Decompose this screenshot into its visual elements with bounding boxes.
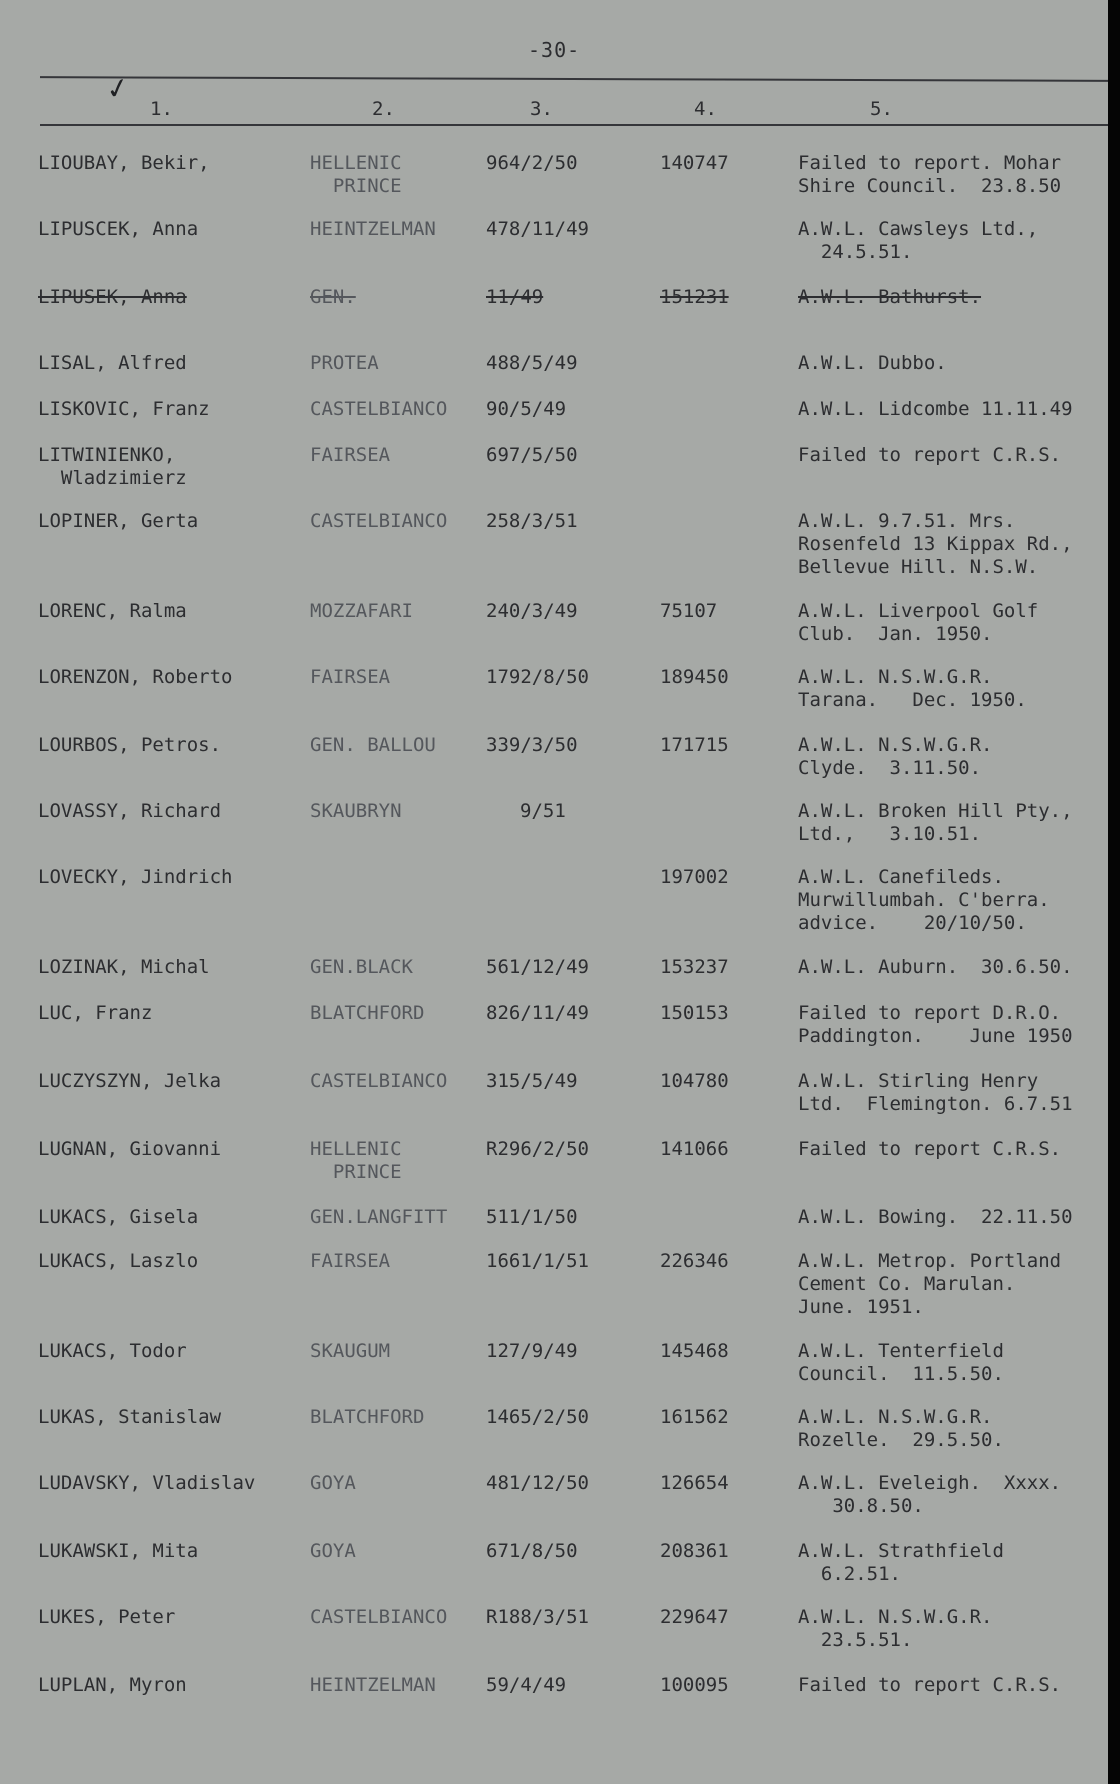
name-cell: LUKAS, Stanislaw (38, 1406, 222, 1428)
name-cell: LIOUBAY, Bekir, (38, 152, 210, 174)
name-cell: LISKOVIC, Franz (38, 398, 210, 420)
ref-cell: 240/3/49 (486, 600, 578, 622)
ref-cell: 964/2/50 (486, 152, 578, 174)
ref-cell: 697/5/50 (486, 444, 578, 466)
name-cell: LISAL, Alfred (38, 352, 187, 374)
number-cell: 229647 (660, 1606, 729, 1628)
table-row (0, 600, 1108, 660)
ship-cell: HEINTZELMAN (310, 218, 436, 240)
ship-cell: PROTEA (310, 352, 379, 374)
number-cell: 189450 (660, 666, 729, 688)
ship-cell: GEN.BLACK (310, 956, 413, 978)
ship-cell: BLATCHFORD (310, 1002, 425, 1024)
ref-cell: 671/8/50 (486, 1540, 578, 1562)
name-cell: LIPUSCEK, Anna (38, 218, 199, 240)
table-row (0, 444, 1108, 504)
remarks-cell: A.W.L. N.S.W.G.R. Rozelle. 29.5.50. (798, 1406, 1004, 1451)
remarks-cell: A.W.L. Liverpool Golf Club. Jan. 1950. (798, 600, 1039, 645)
ref-cell: 1792/8/50 (486, 666, 589, 688)
ship-cell: SKAUBRYN (310, 800, 402, 822)
name-cell: LUCZYSZYN, Jelka (38, 1070, 222, 1092)
table-row (0, 666, 1108, 726)
remarks-cell: A.W.L. N.S.W.G.R. Tarana. Dec. 1950. (798, 666, 1027, 711)
number-cell: 100095 (660, 1674, 729, 1696)
number-cell: 208361 (660, 1540, 729, 1562)
table-row (0, 152, 1108, 212)
ship-cell: GEN. (310, 286, 356, 308)
number-cell: 151231 (660, 286, 729, 308)
table-row (0, 1002, 1108, 1062)
column-header-2: 2. (372, 98, 395, 120)
remarks-cell: Failed to report C.R.S. (798, 444, 1062, 466)
header-bottom-rule (40, 124, 1108, 126)
ref-cell: 339/3/50 (486, 734, 578, 756)
table-row (0, 800, 1108, 860)
ship-cell: GEN. BALLOU (310, 734, 436, 756)
number-cell: 140747 (660, 152, 729, 174)
table-row (0, 1250, 1108, 1318)
ship-cell: CASTELBIANCO (310, 1606, 448, 1628)
scan-border (1108, 0, 1120, 1784)
name-cell: LUDAVSKY, Vladislav (38, 1472, 256, 1494)
name-cell: LITWINIENKO, Wladzimierz (38, 444, 187, 489)
ref-cell: 315/5/49 (486, 1070, 578, 1092)
remarks-cell: A.W.L. N.S.W.G.R. Clyde. 3.11.50. (798, 734, 993, 779)
column-header-3: 3. (530, 98, 553, 120)
remarks-cell: A.W.L. Strathfield 6.2.51. (798, 1540, 1004, 1585)
ship-cell: HELLENIC PRINCE (310, 152, 402, 197)
remarks-cell: A.W.L. Bowing. 22.11.50 (798, 1206, 1073, 1228)
number-cell: 145468 (660, 1340, 729, 1362)
ref-cell: 1465/2/50 (486, 1406, 589, 1428)
ref-cell: R296/2/50 (486, 1138, 589, 1160)
remarks-cell: A.W.L. Auburn. 30.6.50. (798, 956, 1073, 978)
ref-cell: 561/12/49 (486, 956, 589, 978)
column-header-4: 4. (694, 98, 717, 120)
table-row (0, 1070, 1108, 1130)
ref-cell: 258/3/51 (486, 510, 578, 532)
name-cell: LUGNAN, Giovanni (38, 1138, 222, 1160)
ship-cell: HELLENIC PRINCE (310, 1138, 402, 1183)
remarks-cell: Failed to report C.R.S. (798, 1138, 1062, 1160)
number-cell: 75107 (660, 600, 718, 622)
remarks-cell: A.W.L. Stirling Henry Ltd. Flemington. 6.7.51 (798, 1070, 1073, 1115)
name-cell: LUKAWSKI, Mita (38, 1540, 199, 1562)
remarks-cell: A.W.L. N.S.W.G.R. 23.5.51. (798, 1606, 993, 1651)
table-row (0, 218, 1108, 278)
table-row (0, 866, 1108, 934)
table-row (0, 1606, 1108, 1666)
ship-cell: CASTELBIANCO (310, 398, 448, 420)
ship-cell: FAIRSEA (310, 1250, 391, 1272)
table-row (0, 510, 1108, 578)
number-cell: 141066 (660, 1138, 729, 1160)
name-cell: LORENC, Ralma (38, 600, 187, 622)
remarks-cell: A.W.L. 9.7.51. Mrs. Rosenfeld 13 Kippax Rd., Bellevue Hill. N.S.W. (798, 510, 1073, 578)
remarks-cell: A.W.L. Cawsleys Ltd., 24.5.51. (798, 218, 1039, 263)
ref-cell: 481/12/50 (486, 1472, 589, 1494)
ref-cell: 478/11/49 (486, 218, 589, 240)
page-number: -30- (528, 38, 581, 62)
ref-cell: 826/11/49 (486, 1002, 589, 1024)
table-row (0, 1406, 1108, 1466)
ship-cell: SKAUGUM (310, 1340, 391, 1362)
column-header-1: 1. (150, 98, 173, 120)
name-cell: LIPUSEK, Anna (38, 286, 187, 308)
header-top-rule (40, 76, 1108, 82)
name-cell: LUPLAN, Myron (38, 1674, 187, 1696)
remarks-cell: A.W.L. Metrop. Portland Cement Co. Marulan. June. 1951. (798, 1250, 1062, 1318)
ship-cell: HEINTZELMAN (310, 1674, 436, 1696)
name-cell: LOURBOS, Petros. (38, 734, 222, 756)
number-cell: 226346 (660, 1250, 729, 1272)
table-row-struck-out (0, 286, 1108, 346)
ship-cell: GOYA (310, 1540, 356, 1562)
ref-cell: 127/9/49 (486, 1340, 578, 1362)
table-row (0, 1138, 1108, 1198)
remarks-cell: Failed to report D.R.O. Paddington. June 1950 (798, 1002, 1073, 1047)
remarks-cell: Failed to report. Mohar Shire Council. 23.8.50 (798, 152, 1062, 197)
table-row (0, 734, 1108, 794)
ref-cell: 59/4/49 (486, 1674, 567, 1696)
table-row (0, 1340, 1108, 1400)
name-cell: LUKACS, Todor (38, 1340, 187, 1362)
ship-cell: GEN.LANGFITT (310, 1206, 448, 1228)
table-row (0, 1540, 1108, 1600)
name-cell: LUKES, Peter (38, 1606, 176, 1628)
name-cell: LOPINER, Gerta (38, 510, 199, 532)
ship-cell: MOZZAFARI (310, 600, 413, 622)
table-row (0, 1472, 1108, 1532)
table-row (0, 1674, 1108, 1734)
number-cell: 161562 (660, 1406, 729, 1428)
ship-cell: GOYA (310, 1472, 356, 1494)
ref-cell: 11/49 (486, 286, 544, 308)
ref-cell: 90/5/49 (486, 398, 567, 420)
remarks-cell: A.W.L. Tenterfield Council. 11.5.50. (798, 1340, 1004, 1385)
number-cell: 126654 (660, 1472, 729, 1494)
remarks-cell: A.W.L. Canefileds. Murwillumbah. C'berra. advice. 20/10/50. (798, 866, 1050, 934)
ship-cell: FAIRSEA (310, 444, 391, 466)
column-header-5: 5. (870, 98, 893, 120)
name-cell: LOZINAK, Michal (38, 956, 210, 978)
name-cell: LORENZON, Roberto (38, 666, 233, 688)
name-cell: LUC, Franz (38, 1002, 153, 1024)
remarks-cell: A.W.L. Broken Hill Pty., Ltd., 3.10.51. (798, 800, 1073, 845)
number-cell: 150153 (660, 1002, 729, 1024)
number-cell: 104780 (660, 1070, 729, 1092)
ref-cell: 488/5/49 (486, 352, 578, 374)
checkmark-annotation: ✓ (102, 69, 133, 108)
ship-cell: BLATCHFORD (310, 1406, 425, 1428)
remarks-cell: A.W.L. Dubbo. (798, 352, 947, 374)
ship-cell: CASTELBIANCO (310, 1070, 448, 1092)
name-cell: LUKACS, Laszlo (38, 1250, 199, 1272)
ref-cell: R188/3/51 (486, 1606, 589, 1628)
remarks-cell: A.W.L. Lidcombe 11.11.49 (798, 398, 1073, 420)
ref-cell: 511/1/50 (486, 1206, 578, 1228)
number-cell: 171715 (660, 734, 729, 756)
number-cell: 153237 (660, 956, 729, 978)
name-cell: LUKACS, Gisela (38, 1206, 199, 1228)
name-cell: LOVECKY, Jindrich (38, 866, 233, 888)
remarks-cell: A.W.L. Bathurst. (798, 286, 982, 308)
remarks-cell: A.W.L. Eveleigh. Xxxx. 30.8.50. (798, 1472, 1062, 1517)
ship-cell: FAIRSEA (310, 666, 391, 688)
remarks-cell: Failed to report C.R.S. (798, 1674, 1062, 1696)
number-cell: 197002 (660, 866, 729, 888)
ref-cell: 9/51 (520, 800, 566, 822)
ship-cell: CASTELBIANCO (310, 510, 448, 532)
ref-cell: 1661/1/51 (486, 1250, 589, 1272)
name-cell: LOVASSY, Richard (38, 800, 222, 822)
